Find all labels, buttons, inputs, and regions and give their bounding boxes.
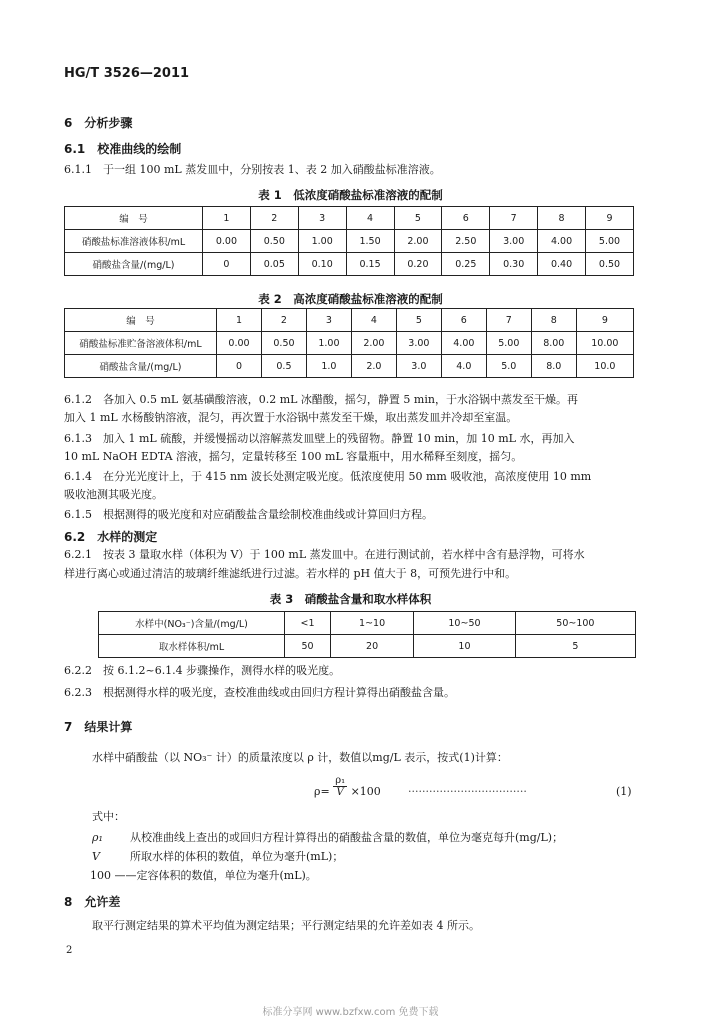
table-cell: 10.0: [576, 355, 633, 378]
para-6-2-3: 6.2.3 根据测得水样的吸光度，查校准曲线或由回归方程计算得出硝酸盐含量。: [64, 686, 455, 699]
para-6-1-4-line2: 吸收池测其吸光度。: [64, 488, 163, 501]
table-cell: 3.00: [490, 230, 538, 253]
table-cell: 10~50: [414, 612, 516, 635]
formula-rhs: ×100: [350, 785, 381, 798]
table-cell: 20: [331, 635, 414, 658]
table-cell: 1: [203, 207, 251, 230]
table-cell: 10.00: [576, 332, 633, 355]
table-cell: 1: [217, 309, 262, 332]
table-cell: 4: [346, 207, 394, 230]
table-cell: 0.50: [250, 230, 298, 253]
section-7-intro: 水样中硝酸盐（以 NO₃⁻ 计）的质量浓度以 ρ 计，数值以mg/L 表示，按式(1)计算：: [92, 751, 508, 764]
table-cell: 5.00: [486, 332, 531, 355]
table-cell: 0: [217, 355, 262, 378]
table1: [64, 206, 634, 276]
table-cell: 水样中(NO₃⁻)含量/(mg/L): [99, 612, 285, 635]
table-cell: 50: [285, 635, 331, 658]
table-cell: 7: [490, 207, 538, 230]
table-cell: 5.0: [486, 355, 531, 378]
table2-header-row: [65, 309, 634, 332]
variable-rho1-desc: 从校准曲线上查出的或回归方程计算得出的硝酸盐含量的数值，单位为毫克每升(mg/L)；: [130, 831, 564, 844]
section-8-text: 取平行测定结果的算术平均值为测定结果；平行测定结果的允许差如表 4 所示。: [92, 919, 480, 932]
table-cell: 4.0: [441, 355, 486, 378]
table-cell: 1.00: [298, 230, 346, 253]
table-cell: 4: [351, 309, 396, 332]
table-cell: 3: [306, 309, 351, 332]
formula-fraction: [333, 775, 347, 798]
table-cell: 0: [203, 253, 251, 276]
table-cell: 0.50: [261, 332, 306, 355]
table-cell: 5: [515, 635, 635, 658]
table-cell: 8.0: [531, 355, 576, 378]
table-cell: 0.00: [203, 230, 251, 253]
table-cell: 6: [442, 207, 490, 230]
table-cell: 编 号: [65, 207, 203, 230]
table-cell: 7: [486, 309, 531, 332]
table2-content-row: [65, 355, 634, 378]
formula-1: [314, 775, 381, 798]
variable-v-symbol: V: [92, 850, 100, 863]
table2-volume-row: [65, 332, 634, 355]
table-cell: 10: [414, 635, 516, 658]
table3-volume-row: [99, 635, 636, 658]
table-cell: 2.00: [394, 230, 442, 253]
para-6-1-3-line1: 6.1.3 加入 1 mL 硫酸，并缓慢摇动以溶解蒸发皿壁上的残留物。静置 10 min，加 10 mL 水，再加入: [64, 432, 575, 445]
table-cell: 硝酸盐含量/(mg/L): [65, 253, 203, 276]
table-cell: 0.15: [346, 253, 394, 276]
section-6-2-title: 6.2 水样的测定: [64, 530, 158, 544]
table-cell: 0.10: [298, 253, 346, 276]
para-6-1-5: 6.1.5 根据测得的吸光度和对应硝酸盐含量绘制校准曲线或计算回归方程。: [64, 508, 433, 521]
table1-caption: 表 1 低浓度硝酸盐标准溶液的配制: [258, 188, 443, 202]
formula-leader-dots: ··································: [408, 785, 527, 798]
variable-rho1-symbol: ρ₁: [92, 831, 103, 844]
table-cell: 硝酸盐标准贮备溶液体积/mL: [65, 332, 217, 355]
table2: [64, 308, 634, 378]
table-cell: 9: [576, 309, 633, 332]
table3-header-row: [99, 612, 636, 635]
table-cell: 9: [586, 207, 634, 230]
table-cell: 硝酸盐含量/(mg/L): [65, 355, 217, 378]
table-cell: 硝酸盐标准溶液体积/mL: [65, 230, 203, 253]
table-cell: 1.50: [346, 230, 394, 253]
table-cell: 0.25: [442, 253, 490, 276]
page-number: 2: [66, 945, 73, 956]
table-cell: 0.5: [261, 355, 306, 378]
table1-header-row: [65, 207, 634, 230]
table-cell: 3.0: [396, 355, 441, 378]
table-cell: 编 号: [65, 309, 217, 332]
table-cell: 6: [441, 309, 486, 332]
table-cell: 2.00: [351, 332, 396, 355]
table-cell: 0.50: [586, 253, 634, 276]
watermark-text: 标准分享网 www.bzfxw.com 免费下载: [262, 1007, 439, 1018]
table3: [98, 611, 636, 658]
para-6-2-1-line1: 6.2.1 按表 3 量取水样（体积为 V）于 100 mL 蒸发皿中。在进行测试前，若水样中含有悬浮物，可将水: [64, 548, 585, 561]
para-6-1-2-line2: 加入 1 mL 水杨酸钠溶液，混匀，再次置于水浴锅中蒸发至干燥，取出蒸发皿并冷却至室温。: [64, 411, 518, 424]
table-cell: 4.00: [441, 332, 486, 355]
formula-numerator: ρ₁: [335, 775, 346, 786]
table-cell: 5: [394, 207, 442, 230]
table-cell: 0.40: [538, 253, 586, 276]
table-cell: 2.0: [351, 355, 396, 378]
table-cell: 8: [538, 207, 586, 230]
table-cell: 8: [531, 309, 576, 332]
variable-100-desc: 100 ——定容体积的数值，单位为毫升(mL)。: [90, 869, 317, 882]
table-cell: 0.20: [394, 253, 442, 276]
para-6-1-4-line1: 6.1.4 在分光光度计上，于 415 nm 波长处测定吸光度。低浓度使用 50 mm 吸收池，高浓度使用 10 mm: [64, 470, 592, 483]
table-cell: 2: [250, 207, 298, 230]
table-cell: 2: [261, 309, 306, 332]
where-label: 式中：: [92, 810, 125, 823]
table-cell: 2.50: [442, 230, 490, 253]
formula-denominator: V: [336, 787, 344, 798]
table2-caption: 表 2 高浓度硝酸盐标准溶液的配制: [258, 292, 443, 306]
para-6-2-2: 6.2.2 按 6.1.2~6.1.4 步骤操作，测得水样的吸光度。: [64, 664, 341, 677]
table-cell: 0.00: [217, 332, 262, 355]
para-6-1-3-line2: 10 mL NaOH EDTA 溶液，摇匀，定量转移至 100 mL 容量瓶中，用水稀释至刻度，摇匀。: [64, 450, 523, 463]
formula-lhs: ρ=: [314, 785, 330, 798]
table-cell: 0.30: [490, 253, 538, 276]
table-cell: 5: [396, 309, 441, 332]
table3-caption: 表 3 硝酸盐含量和取水样体积: [269, 592, 432, 606]
table-cell: 5.00: [586, 230, 634, 253]
table-cell: 1.00: [306, 332, 351, 355]
table-cell: 3: [298, 207, 346, 230]
section-6-1-title: 6.1 校准曲线的绘制: [64, 142, 182, 156]
table-cell: 0.05: [250, 253, 298, 276]
para-6-2-1-line2: 样进行离心或通过清洁的玻璃纤维滤纸进行过滤。若水样的 pH 值大于 8，可预先进行中和。: [64, 567, 517, 580]
formula-number: (1): [616, 785, 632, 798]
table-cell: 50~100: [515, 612, 635, 635]
section-7-title: 7 结果计算: [64, 720, 133, 734]
table-cell: 1.0: [306, 355, 351, 378]
table1-content-row: [65, 253, 634, 276]
table1-volume-row: [65, 230, 634, 253]
table-cell: 3.00: [396, 332, 441, 355]
section-6-title: 6 分析步骤: [64, 116, 133, 130]
table-cell: 4.00: [538, 230, 586, 253]
table-cell: 1~10: [331, 612, 414, 635]
para-6-1-1: 6.1.1 于一组 100 mL 蒸发皿中，分别按表 1、表 2 加入硝酸盐标准溶液。: [64, 163, 441, 176]
table-cell: 8.00: [531, 332, 576, 355]
para-6-1-2-line1: 6.1.2 各加入 0.5 mL 氨基磺酸溶液，0.2 mL 冰醋酸，摇匀，静置 5 min，于水浴锅中蒸发至干燥。再: [64, 393, 578, 406]
variable-v-desc: 所取水样的体积的数值，单位为毫升(mL)；: [130, 850, 344, 863]
document-code: HG/T 3526—2011: [64, 66, 190, 81]
table-cell: <1: [285, 612, 331, 635]
table-cell: 取水样体积/mL: [99, 635, 285, 658]
section-8-title: 8 允许差: [64, 895, 121, 909]
